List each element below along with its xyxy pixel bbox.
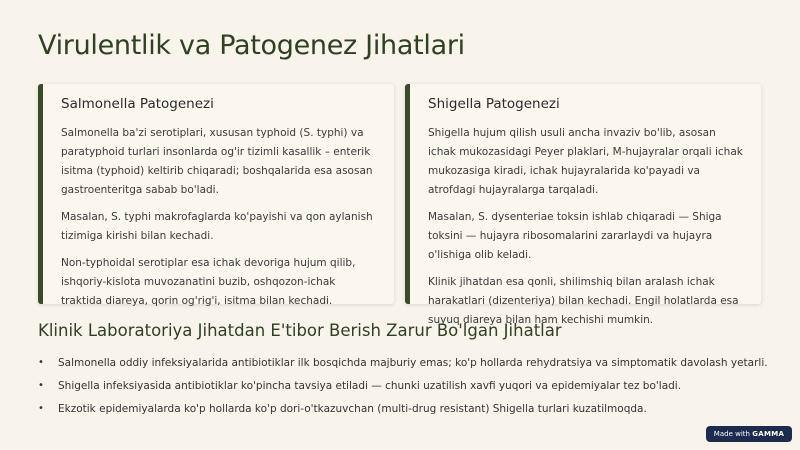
salmonella-card-title: Salmonella Patogenezi xyxy=(61,96,214,112)
list-item-text: Salmonella oddiy infeksiyalarida antibiotiklar ilk bosqichda majburiy emas; ko'p hollarda rehydratsiya va simptomatik davolash yetarli. xyxy=(58,357,768,369)
list-item-text: Ekzotik epidemiyalarda ko'p hollarda ko'p dori-o'tkazuvchan (multi-drug resistant) Shigella turlari kuzatilmoqda. xyxy=(58,403,647,415)
gamma-logo-text: GAMMA xyxy=(752,430,785,438)
shigella-paragraph: Masalan, S. dysenteriae toksin ishlab chiqaradi — Shiga toksini — hujayra ribosomalarini zararlaydi va hujayra o'lishiga olib keladi. xyxy=(428,211,722,261)
bullet-icon: • xyxy=(38,403,44,414)
list-item xyxy=(38,379,768,393)
salmonella-paragraph: Non-typhoidal serotiplar esa ichak devoriga hujum qilib, ishqoriy-kislota muvozanatini buzib, oshqozon-ichak traktida diareya, qorin og'rig'i, isitma bilan kechadi. xyxy=(61,257,356,307)
slide-title: Virulentlik va Patogenez Jihatlari xyxy=(38,30,465,61)
shigella-card xyxy=(405,84,761,326)
salmonella-paragraph: Masalan, S. typhi makrofaglarda ko'payishi va qon aylanish tizimiga kirishi bilan kechadi. xyxy=(61,211,373,242)
clinical-section-title: Klinik Laboratoriya Jihatdan E'tibor Berish Zarur Bo'lgan Jihatlar xyxy=(38,321,562,340)
shigella-card-title: Shigella Patogenezi xyxy=(428,96,560,112)
shigella-paragraph: Klinik jihatdan esa qonli, shilimshiq bilan aralash ichak harakatlari (dizenteriya) bilan kechadi. Engil holatlarda esa suyuq diareya bilan ham kechishi mumkin. xyxy=(428,276,739,326)
badge-prefix: Made with xyxy=(713,430,750,438)
made-with-gamma-badge[interactable] xyxy=(706,426,792,442)
salmonella-paragraph: Salmonella ba'zi serotiplari, xususan typhoid (S. typhi) va paratyphoid turlari insonlarda og'ir tizimli kasallik – enterik isitma (typhoid) keltirib chiqaradi; boshqalarida esa asosan gastroenteritga sabab bo'ladi. xyxy=(61,127,373,196)
clinical-bullet-list xyxy=(38,356,768,425)
list-item-text: Shigella infeksiyasida antibiotiklar ko'pincha tavsiya etiladi — chunki uzatilish xavfi yuqori va epidemiyalar tez bo'ladi. xyxy=(58,380,682,392)
salmonella-card xyxy=(38,84,394,307)
bullet-icon: • xyxy=(38,357,44,368)
list-item xyxy=(38,356,768,370)
bullet-icon: • xyxy=(38,380,44,391)
shigella-paragraph: Shigella hujum qilish usuli ancha invaziv bo'lib, asosan ichak mukozasidagi Peyer plaklari, M-hujayralar orqali ichak mukozasiga kiradi, ichak hujayralarida ko'payadi va atrofdagi hujayralarga tarqaladi. xyxy=(428,127,743,196)
list-item xyxy=(38,402,768,416)
